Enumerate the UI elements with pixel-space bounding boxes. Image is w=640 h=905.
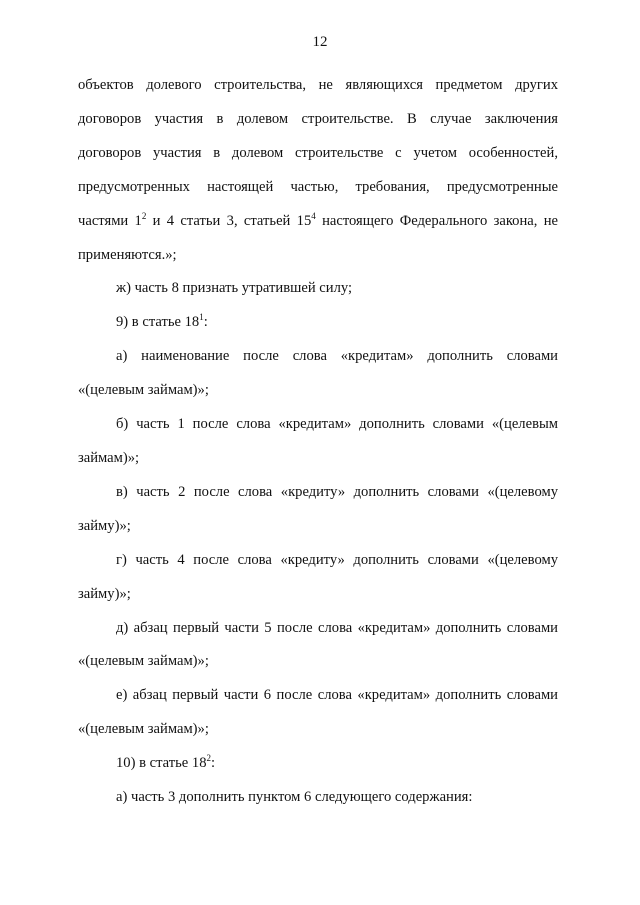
text-fragment: : [211, 755, 216, 772]
text-line: «(целевым займам)»; [78, 653, 209, 670]
superscript: 2 [206, 753, 212, 764]
text-line: займу)»; [78, 517, 131, 534]
paragraph-item-v: в) часть 2 после слова «кредиту» дополнить словами «(целевому [116, 483, 558, 500]
superscript: 4 [311, 210, 316, 221]
text-fragment: настоящего Федерального закона, не [315, 212, 558, 229]
text-line: предусмотренных настоящей частью, требования, предусмотренные [78, 178, 558, 195]
paragraph-item-b: б) часть 1 после слова «кредитам» дополнить словами «(целевым [116, 416, 558, 433]
superscript: 1 [199, 312, 204, 323]
text-line: «(целевым займам)»; [78, 721, 209, 738]
text-line: объектов долевого строительства, не являющихся предметом других [78, 77, 558, 93]
paragraph-item-9 [78, 306, 558, 340]
text-fragment: 9) в статье 18 [116, 314, 200, 331]
text-line [78, 205, 558, 239]
page-number: 12 [312, 34, 328, 50]
document-body [78, 69, 558, 815]
paragraph-item-e: е) абзац первый части 6 после слова «кредитам» дополнить словами [116, 687, 558, 704]
paragraph-item-g: г) часть 4 после слова «кредиту» дополнить словами «(целевому [116, 551, 558, 568]
text-fragment: : [203, 314, 208, 331]
text-line: займу)»; [78, 585, 131, 602]
paragraph-item-10 [78, 747, 558, 781]
text-fragment: и 4 статьи 3, статьей 15 [146, 212, 312, 229]
text-line: «(целевым займам)»; [78, 382, 209, 399]
text-line: применяются.»; [78, 246, 177, 263]
paragraph-item-d: д) абзац первый части 5 после слова «кредитам» дополнить словами [116, 619, 558, 636]
paragraph-item-a2: а) часть 3 дополнить пунктом 6 следующего содержания: [116, 789, 473, 806]
text-fragment: 10) в статье 18 [116, 755, 207, 772]
paragraph-item-a: а) наименование после слова «кредитам» дополнить словами [116, 348, 558, 365]
text-fragment: частями 1 [78, 212, 142, 229]
text-line: договоров участия в долевом строительстве с учетом особенностей, [78, 144, 558, 161]
paragraph-item-zh: ж) часть 8 признать утратившей силу; [116, 280, 353, 297]
text-line: договоров участия в долевом строительстве. В случае заключения [78, 110, 558, 127]
text-line: займам)»; [78, 449, 140, 466]
superscript: 2 [141, 210, 147, 221]
